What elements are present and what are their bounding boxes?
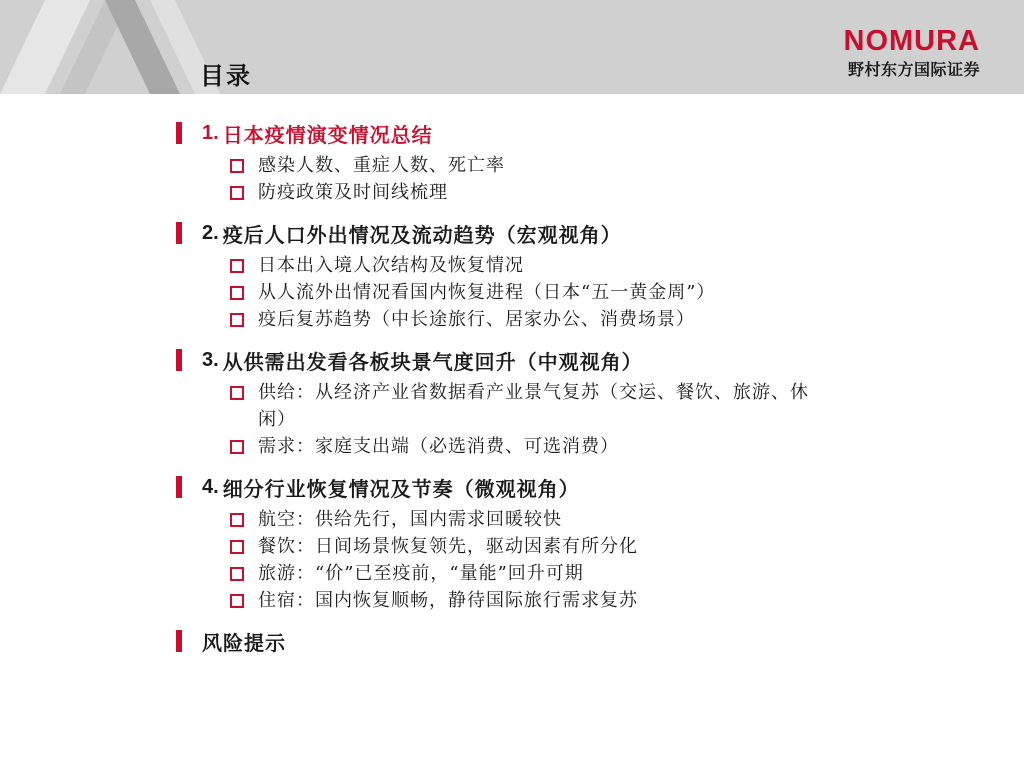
list-item <box>230 587 996 614</box>
section-marker-icon <box>176 630 182 652</box>
toc-section-risk <box>176 626 996 656</box>
section-marker-icon <box>176 222 182 244</box>
list-item-text: 餐饮：日间场景恢复领先，驱动因素有所分化 <box>258 536 638 557</box>
list-item <box>230 560 996 587</box>
section-items <box>230 252 996 333</box>
logo-wordmark: NOMURA <box>843 25 980 57</box>
list-item-text: 日本出入境人次结构及恢复情况 <box>258 255 524 276</box>
section-items <box>230 379 996 460</box>
section-title: 疫后人口外出情况及流动趋势（宏观视角） <box>222 222 622 247</box>
section-title: 从供需出发看各板块景气度回升（中观视角） <box>222 349 643 374</box>
list-item-text: 旅游：“价”已至疫前，“量能”回升可期 <box>258 563 584 584</box>
section-number: 2. <box>202 221 219 244</box>
toc-section-2 <box>176 218 996 333</box>
checkbox-bullet-icon <box>230 259 244 273</box>
section-title: 日本疫情演变情况总结 <box>222 122 433 147</box>
section-heading <box>176 218 996 248</box>
list-item-text: 需求：家庭支出端（必选消费、可选消费） <box>258 436 619 457</box>
list-item <box>230 533 996 560</box>
list-item-text: 感染人数、重症人数、死亡率 <box>258 155 505 176</box>
section-heading <box>176 345 996 375</box>
section-marker-icon <box>176 476 182 498</box>
checkbox-bullet-icon <box>230 594 244 608</box>
checkbox-bullet-icon <box>230 440 244 454</box>
section-number: 1. <box>202 121 219 144</box>
toc-section-1 <box>176 118 996 206</box>
list-item <box>230 433 996 460</box>
header-decoration <box>0 0 300 94</box>
list-item-text: 从人流外出情况看国内恢复进程（日本“五一黄金周”） <box>258 282 716 303</box>
section-marker-icon <box>176 349 182 371</box>
list-item-text: 疫后复苏趋势（中长途旅行、居家办公、消费场景） <box>258 309 695 330</box>
checkbox-bullet-icon <box>230 540 244 554</box>
section-items <box>230 506 996 614</box>
list-item-text: 防疫政策及时间线梳理 <box>258 182 448 203</box>
checkbox-bullet-icon <box>230 386 244 400</box>
list-item-text: 供给：从经济产业省数据看产业景气复苏（交运、餐饮、旅游、休闲） <box>258 382 809 430</box>
checkbox-bullet-icon <box>230 159 244 173</box>
list-item <box>230 152 996 179</box>
checkbox-bullet-icon <box>230 286 244 300</box>
slide-header <box>0 0 1024 94</box>
nomura-logo <box>844 26 981 80</box>
checkbox-bullet-icon <box>230 313 244 327</box>
checkbox-bullet-icon <box>230 513 244 527</box>
section-heading <box>176 626 996 656</box>
section-title: 细分行业恢复情况及节奏（微观视角） <box>222 476 580 501</box>
section-marker-icon <box>176 122 182 144</box>
toc-section-4 <box>176 472 996 614</box>
list-item <box>230 279 996 306</box>
checkbox-bullet-icon <box>230 567 244 581</box>
logo-subtitle: 野村东方国际证券 <box>847 60 980 79</box>
section-heading <box>176 472 996 502</box>
checkbox-bullet-icon <box>230 186 244 200</box>
list-item <box>230 252 996 279</box>
page-title: 目录 <box>200 61 252 90</box>
section-heading <box>176 118 996 148</box>
table-of-contents <box>176 118 996 668</box>
section-items <box>230 152 996 206</box>
section-number: 3. <box>202 348 219 371</box>
list-item <box>230 379 996 433</box>
section-number: 4. <box>202 475 219 498</box>
list-item-text: 航空：供给先行，国内需求回暖较快 <box>258 509 562 530</box>
section-title: 风险提示 <box>202 630 286 655</box>
list-item-text: 住宿：国内恢复顺畅，静待国际旅行需求复苏 <box>258 590 638 611</box>
toc-section-3 <box>176 345 996 460</box>
list-item <box>230 179 996 206</box>
list-item <box>230 506 996 533</box>
list-item <box>230 306 996 333</box>
